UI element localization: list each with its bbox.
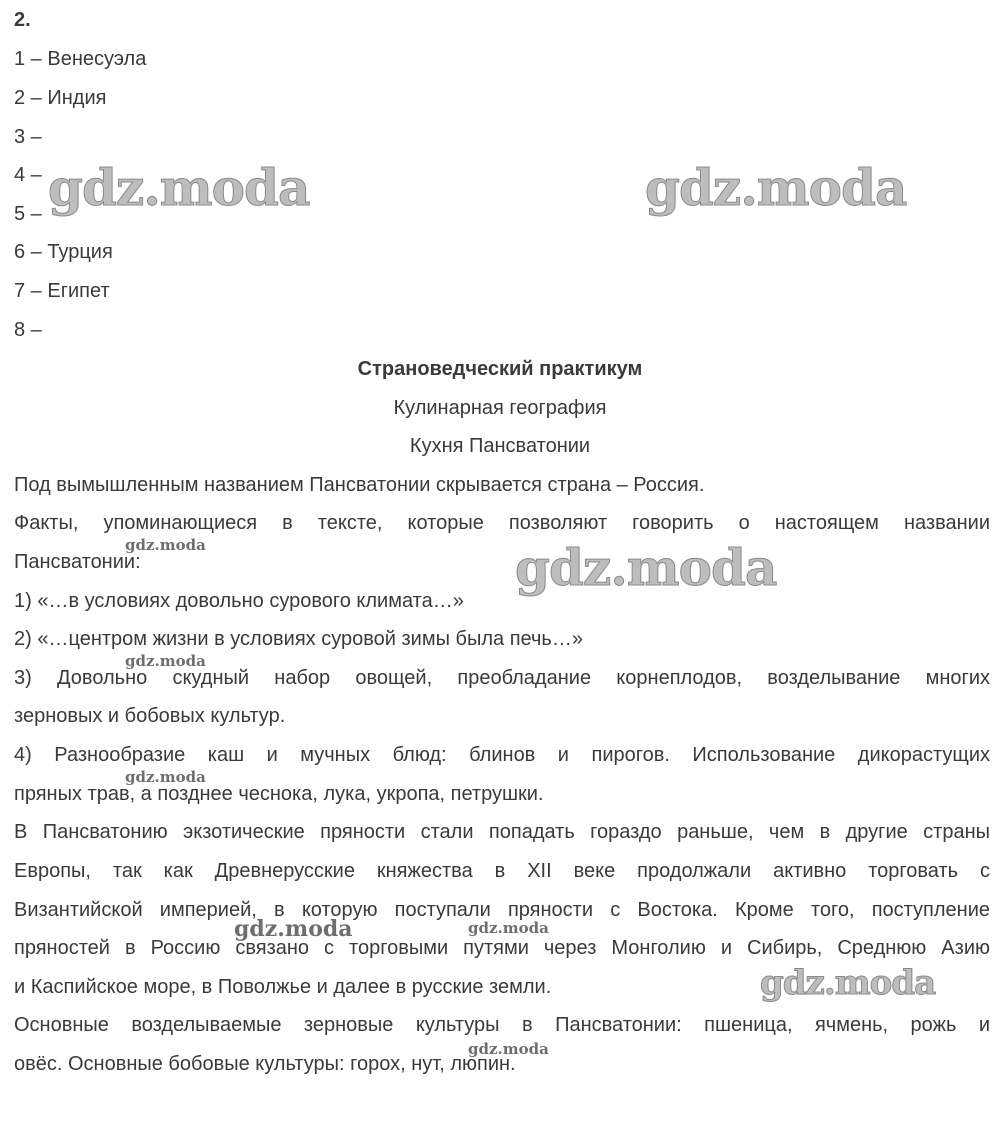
answer-item: 3 –: [14, 126, 42, 148]
fact-item-4-line2: пряных трав, а позднее чеснока, лука, укропа, петрушки.: [14, 783, 544, 805]
fact-item-1: 1) «…в условиях довольно сурового климата…»: [14, 590, 464, 612]
spices-paragraph-line5: и Каспийское море, в Поволжье и далее в русские земли.: [14, 976, 552, 998]
answer-item: 1 – Венесуэла: [14, 48, 147, 70]
watermark: gdz.moda: [48, 158, 310, 217]
spices-paragraph-line4: пряностей в Россию связано с торговыми путями через Монголию и Сибирь, Среднюю Азию: [14, 937, 990, 959]
section-subtitle: Кулинарная география: [393, 397, 607, 419]
fact-item-2: 2) «…центром жизни в условиях суровой зимы была печь…»: [14, 628, 583, 650]
watermark: gdz.moda: [645, 158, 907, 217]
section-title: Страноведческий практикум: [357, 358, 643, 380]
watermark: gdz.moda: [125, 652, 206, 670]
watermark: gdz.moda: [468, 919, 549, 937]
spices-paragraph-line1: В Пансватонию экзотические пряности стали попадать гораздо раньше, чем в другие страны: [14, 821, 990, 843]
answer-item: 4 –: [14, 164, 42, 186]
answer-item: 7 – Египет: [14, 280, 110, 302]
watermark: gdz.moda: [125, 536, 206, 554]
answer-item: 6 – Турция: [14, 241, 113, 263]
facts-intro-line2: Пансватонии:: [14, 551, 141, 573]
section-topic: Кухня Пансватонии: [409, 435, 591, 457]
watermark: gdz.moda: [515, 538, 777, 597]
fact-item-3-line2: зерновых и бобовых культур.: [14, 705, 286, 727]
watermark: gdz.moda: [125, 768, 206, 786]
crops-paragraph-line1: Основные возделываемые зерновые культуры в Пансватонии: пшеница, ячмень, рожь и: [14, 1014, 990, 1036]
fact-item-4-line1: 4) Разнообразие каш и мучных блюд: блинов и пирогов. Использование дикорастущих: [14, 744, 990, 766]
spices-paragraph-line3: Византийской империей, в которую поступали пряности с Востока. Кроме того, поступление: [14, 899, 990, 921]
crops-paragraph-line2: овёс. Основные бобовые культуры: горох, нут, люпин.: [14, 1053, 516, 1075]
answer-item: 2 – Индия: [14, 87, 107, 109]
watermark: gdz.moda: [760, 963, 936, 1003]
answer-item: 5 –: [14, 203, 42, 225]
spices-paragraph-line2: Европы, так как Древнерусские княжества в XII веке продолжали активно торговать с: [14, 860, 990, 882]
answer-item: 8 –: [14, 319, 42, 341]
watermark: gdz.moda: [234, 916, 353, 942]
task-number: 2.: [14, 9, 31, 31]
facts-intro-line1: Факты, упоминающиеся в тексте, которые позволяют говорить о настоящем названии: [14, 512, 990, 534]
watermark: gdz.moda: [468, 1040, 549, 1058]
fact-item-3-line1: 3) Довольно скудный набор овощей, преобладание корнеплодов, возделывание многих: [14, 667, 990, 689]
intro-paragraph: Под вымышленным названием Пансватонии скрывается страна – Россия.: [14, 474, 705, 496]
